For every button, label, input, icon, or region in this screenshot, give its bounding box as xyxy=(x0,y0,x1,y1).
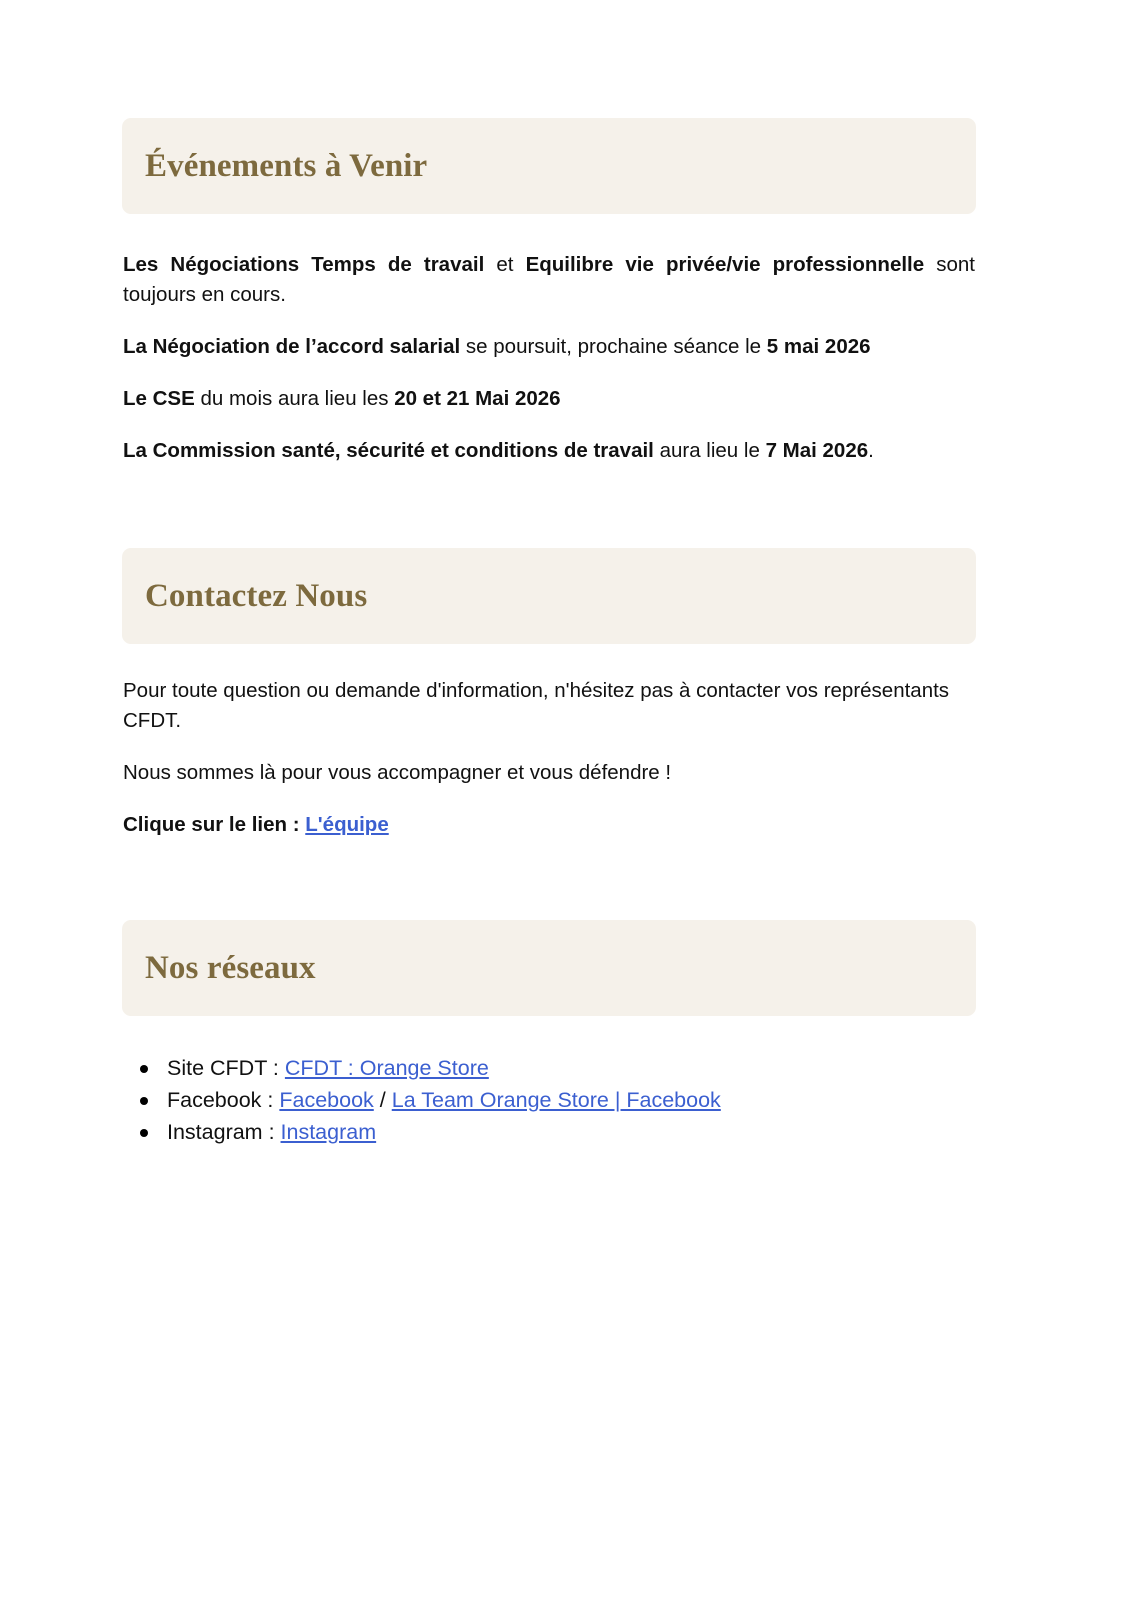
list-item-label: Instagram : xyxy=(167,1120,275,1144)
paragraph-commission-sante-run-3: 7 Mai 2026 xyxy=(765,439,869,462)
list-item-label: Site CFDT : xyxy=(167,1056,279,1080)
link-instagram[interactable]: Instagram xyxy=(280,1120,377,1144)
paragraph-commission-sante-run-4: . xyxy=(868,439,874,462)
paragraph-cse xyxy=(123,384,975,414)
link-facebook[interactable]: Facebook xyxy=(279,1088,374,1112)
section-spacer xyxy=(122,840,976,920)
section-banner-evenements xyxy=(122,118,976,214)
paragraph-commission-sante-run-2: aura lieu le xyxy=(653,439,766,462)
paragraph-negociations-run-3: Equilibre vie privée/vie professionnelle xyxy=(525,253,925,276)
link-site-cfdt[interactable]: CFDT : Orange Store xyxy=(284,1056,489,1080)
list-item xyxy=(123,1084,975,1116)
paragraph-cta-equipe xyxy=(123,810,975,840)
paragraph-negociations-run-4: sont toujours en cours. xyxy=(123,253,975,306)
section-heading-reseaux: Nos réseaux xyxy=(145,949,316,986)
paragraph-commission-sante-run-1: La Commission santé, sécurité et conditions de travail xyxy=(123,439,654,462)
paragraph-contact-intro: Pour toute question ou demande d'information, n'hésitez pas à contacter vos représentants CFDT. xyxy=(123,679,950,732)
section-spacer xyxy=(122,466,976,548)
paragraph-cse-run-2: du mois aura lieu les xyxy=(194,387,395,410)
link-separator: / xyxy=(379,1088,386,1112)
paragraph-spacer xyxy=(123,788,975,810)
section-heading-evenements: Événements à Venir xyxy=(145,147,428,184)
paragraph-negociations-run-2: et xyxy=(484,253,526,276)
link-facebook-team-orange-store[interactable]: La Team Orange Store | Facebook xyxy=(391,1088,721,1112)
paragraph-accord-salarial-run-1: La Négociation de l’accord salarial xyxy=(123,335,461,358)
document-content xyxy=(122,118,976,1148)
paragraph-spacer xyxy=(123,736,975,758)
networks-list xyxy=(123,1052,975,1148)
paragraph-accord-salarial-run-3: 5 mai 2026 xyxy=(766,335,871,358)
section-body-evenements xyxy=(122,250,976,466)
paragraph-spacer xyxy=(123,310,975,332)
paragraph-negociations xyxy=(123,250,975,310)
paragraph-accord-salarial-run-2: se poursuit, prochaine séance le xyxy=(460,335,767,358)
section-banner-reseaux xyxy=(122,920,976,1016)
paragraph-accord-salarial xyxy=(123,332,975,362)
cta-label: Clique sur le lien : xyxy=(123,813,300,836)
section-heading-contactez: Contactez Nous xyxy=(145,577,368,614)
section-body-contactez xyxy=(122,644,976,840)
paragraph-spacer xyxy=(123,1016,975,1052)
paragraph-cse-run-1: Le CSE xyxy=(123,387,195,410)
section-banner-contactez xyxy=(122,548,976,644)
paragraph-commission-sante xyxy=(123,436,975,466)
link-equipe[interactable]: L'équipe xyxy=(305,813,389,836)
paragraph-spacer xyxy=(123,414,975,436)
paragraph-cse-run-3: 20 et 21 Mai 2026 xyxy=(394,387,561,410)
paragraph-negociations-run-1: Les Négociations Temps de travail xyxy=(123,253,485,276)
list-item xyxy=(123,1052,975,1084)
paragraph-spacer xyxy=(123,362,975,384)
paragraph-spacer xyxy=(123,644,975,676)
list-item xyxy=(123,1116,975,1148)
section-body-reseaux xyxy=(122,1016,976,1148)
paragraph-contact-support: Nous sommes là pour vous accompagner et vous défendre ! xyxy=(123,761,672,784)
list-item-label: Facebook : xyxy=(167,1088,274,1112)
